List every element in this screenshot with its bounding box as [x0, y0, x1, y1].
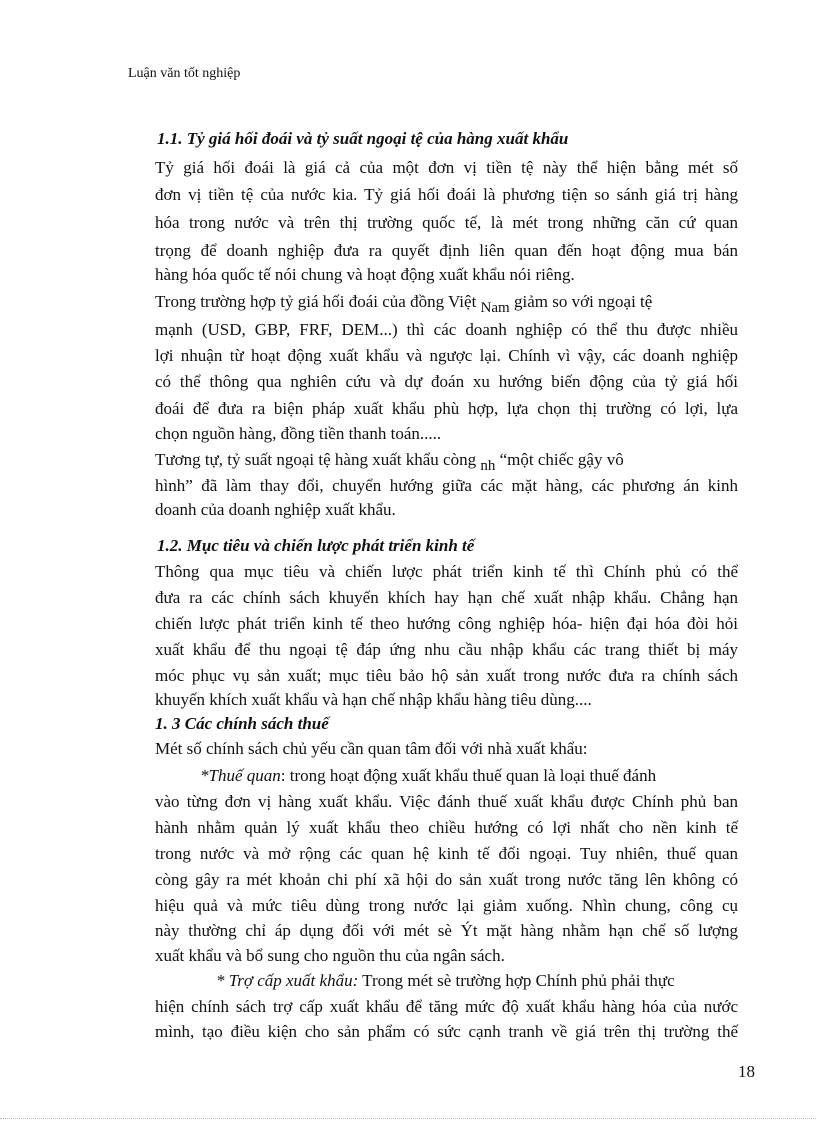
- paragraph-line: chiến lược phát triển kinh tế theo hướng công nghiệp hóa- hiện đại hóa đòi hỏi: [155, 614, 738, 633]
- text-run: Tỷ giá hối đoái là giá cả của một đơn vị tiền tệ này thể hiện bằng mét số: [155, 158, 738, 177]
- paragraph-line: còng gây ra mét khoản chi phí xã hội do sản xuất trong nước tăng lên không có: [155, 870, 738, 889]
- paragraph-line: [216, 971, 738, 991]
- paragraph-line: Thông qua mục tiêu và chiến lược phát triển kinh tế thì Chính phủ có thể: [155, 562, 738, 581]
- page-number: 18: [738, 1062, 755, 1081]
- text-run: Trong mét sè trường hợp Chính phủ phải thực: [358, 971, 675, 990]
- text-run: Trong trường hợp tỷ giá hối đoái của đồng Việt: [155, 292, 477, 311]
- paragraph-line: hóa trong nước và trên thị trường quốc tế, là mét trong những căn cứ quan: [155, 213, 738, 232]
- paragraph-line: doanh của doanh nghiệp xuất khẩu.: [155, 500, 396, 519]
- paragraph-line: trọng để doanh nghiệp đưa ra quyết định liên quan đến hoạt động mua bán: [155, 241, 738, 260]
- paragraph-line: hiện chính sách trợ cấp xuất khẩu để tăng mức độ xuất khẩu hàng hóa của nước: [155, 997, 738, 1016]
- paragraph-line: mình, tạo điều kiện cho sản phẩm có sức cạnh tranh về giá trên thị trường thế: [155, 1022, 738, 1041]
- paragraph-line: lợi nhuận từ hoạt động xuất khẩu và ngược lại. Chính vì vậy, các doanh nghiệp: [155, 346, 738, 365]
- paragraph-line: xuất khẩu và bổ sung cho nguồn thu của ngân sách.: [155, 946, 505, 965]
- paragraph-line: chọn nguồn hàng, đồng tiền thanh toán.....: [155, 424, 442, 443]
- paragraph-line: đơn vị tiền tệ của nước kia. Tỷ giá hối đoái là phương tiện so sánh giá trị hàng: [155, 185, 738, 204]
- paragraph-line: hiệu quả và mức tiêu dùng trong nước lại giảm xuống. Nhìn chung, công cụ: [155, 896, 738, 915]
- paragraph-line: [155, 158, 738, 178]
- paragraph-line: mạnh (USD, GBP, FRF, DEM...) thì các doanh nghiệp có thể thu được nhiều: [155, 320, 738, 339]
- text-run: “một chiếc gậy vô: [499, 450, 624, 469]
- text-run: Tương tự, tỷ suất ngoại tệ hàng xuất khẩu còng: [155, 450, 477, 469]
- text-run: giảm so với ngoại tệ: [513, 292, 653, 311]
- paragraph-line: hàng hóa quốc tế nói chung và hoạt động xuất khẩu nói riêng.: [155, 265, 575, 284]
- text-run: Nam: [480, 300, 510, 316]
- section-heading-1-1: 1.1. Tỷ giá hối đoái và tỷ suất ngoại tệ của hàng xuất khẩu: [157, 129, 569, 148]
- running-header: Luận văn tốt nghiệp: [128, 66, 241, 81]
- paragraph-line: khuyến khích xuất khẩu và hạn chế nhập khẩu hàng tiêu dùng....: [155, 690, 592, 709]
- paragraph-line: vào từng đơn vị hàng xuất khẩu. Việc đánh thuế xuất khẩu được Chính phủ ban: [155, 792, 738, 811]
- term-label: * Trợ cấp xuất khẩu:: [216, 971, 359, 990]
- paragraph-line: đưa ra các chính sách khuyến khích hay hạn chế xuất nhập khẩu. Chẳng hạn: [155, 588, 738, 607]
- paragraph-line: móc phục vụ sản xuất; mục tiêu bảo hộ sản xuất trong nước đưa ra chính sách: [155, 666, 738, 685]
- text-run: : trong hoạt động xuất khẩu thuế quan là loại thuế đánh: [280, 766, 657, 785]
- paragraph-line: hành nhằm quản lý xuất khẩu theo chiều hướng có lợi nhất cho nền kinh tế: [155, 818, 738, 837]
- text-run: nh: [480, 458, 496, 474]
- paragraph-line: có thể thông qua nghiên cứu và dự đoán xu hướng biến động của tỷ giá hối: [155, 372, 738, 391]
- paragraph-line: xuất khẩu để thu ngoại tệ đáp ứng nhu cầu nhập khẩu các trang thiết bị máy: [155, 640, 738, 659]
- paragraph-line: hình” đã làm thay đổi, chuyển hướng giữa các mặt hàng, các phương án kinh: [155, 476, 738, 495]
- term-label: *Thuế quan: [200, 766, 281, 785]
- section-heading-1-3: 1. 3 Các chính sách thuế: [155, 714, 329, 733]
- paragraph-line: [155, 450, 738, 474]
- paragraph-line: trong nước và mở rộng các quan hệ kinh tế đối ngoại. Tuy nhiên, thuế quan: [155, 844, 738, 863]
- paragraph-line: [200, 766, 738, 786]
- page-bottom-divider: [0, 1118, 816, 1119]
- paragraph-line: [155, 292, 738, 316]
- paragraph-line: Mét số chính sách chủ yếu cần quan tâm đối với nhà xuất khẩu:: [155, 739, 588, 758]
- paragraph-line: đoái để đưa ra biện pháp xuất khẩu phù hợp, lựa chọn thị trường có lợi, lựa: [155, 399, 738, 418]
- section-heading-1-2: 1.2. Mục tiêu và chiến lược phát triển kinh tế: [157, 536, 475, 555]
- paragraph-line: này thường chỉ áp dụng đối với mét sè Ýt mặt hàng nhằm hạn chế số lượng: [155, 921, 738, 940]
